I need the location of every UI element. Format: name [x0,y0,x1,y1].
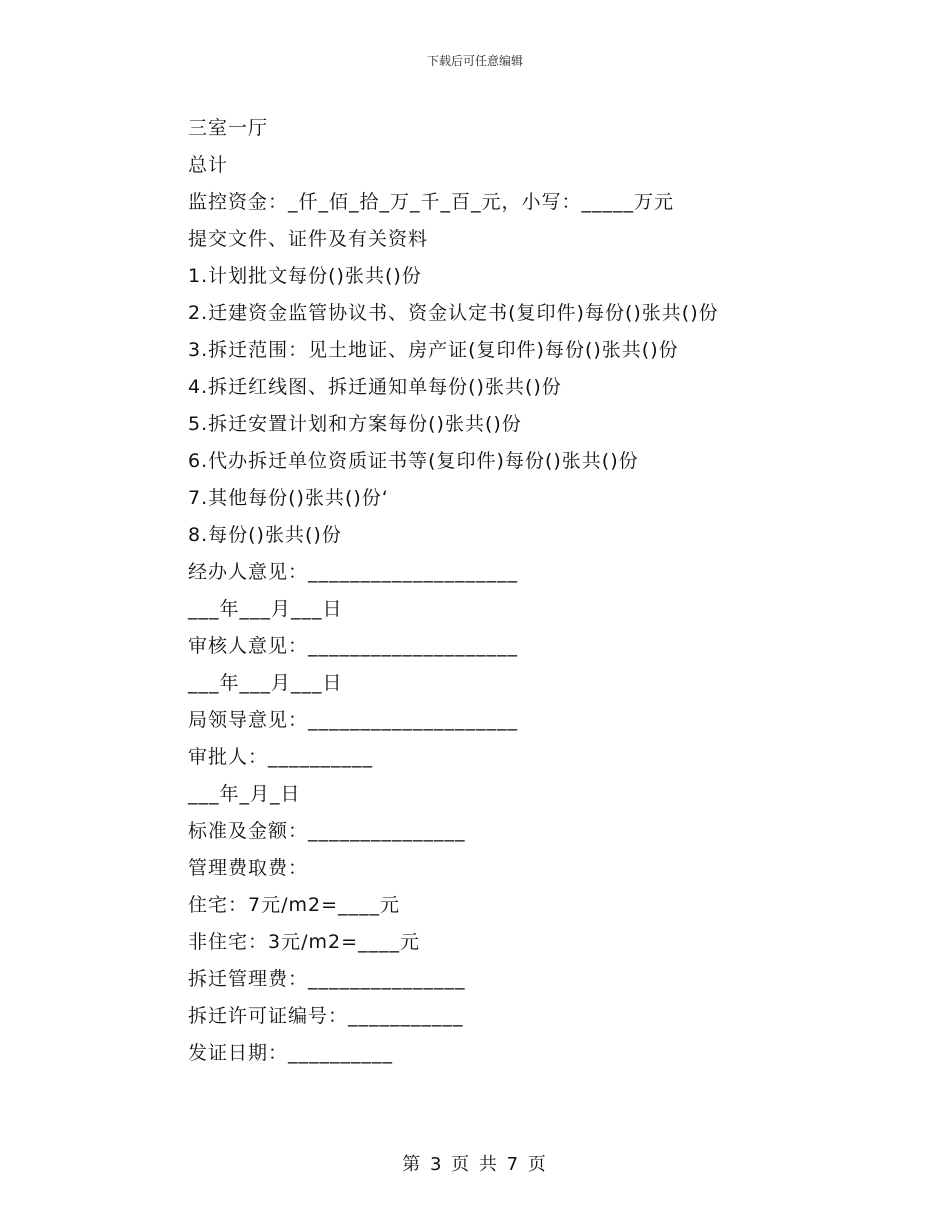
doc-line-room-type: 三室一厅 [188,117,269,139]
doc-line-reviewer-opinion: 审核人意见：____________________ [188,635,519,657]
doc-line-residential-fee: 住宅：7元/m2=____元 [188,894,401,916]
doc-line-permit-number: 拆迁许可证编号：___________ [188,1005,464,1027]
doc-line-approver: 审批人：__________ [188,746,374,768]
doc-line-total: 总计 [188,154,229,176]
doc-line-item-2: 2.迁建资金监管协议书、资金认定书(复印件)每份()张共()份 [188,302,719,324]
doc-line-nonresidential-fee: 非住宅：3元/m2=____元 [188,931,421,953]
doc-line-demolition-management-fee: 拆迁管理费：_______________ [188,968,466,990]
doc-line-standard-amount: 标准及金额：_______________ [188,820,466,842]
doc-line-handler-opinion: 经办人意见：____________________ [188,561,519,583]
doc-line-item-7: 7.其他每份()张共()份‘ [188,487,389,509]
doc-line-management-fee-heading: 管理费取费： [188,857,309,879]
doc-line-item-5: 5.拆迁安置计划和方案每份()张共()份 [188,413,522,435]
doc-line-item-4: 4.拆迁红线图、拆迁通知单每份()张共()份 [188,376,562,398]
doc-line-issue-date: 发证日期：__________ [188,1042,394,1064]
doc-line-item-8: 8.每份()张共()份 [188,524,342,546]
doc-line-documents-heading: 提交文件、证件及有关资料 [188,228,429,250]
doc-line-date-3: ___年_月_日 [188,783,301,805]
doc-line-item-1: 1.计划批文每份()张共()份 [188,265,422,287]
doc-line-date-2: ___年___月___日 [188,672,343,694]
page-header: 下载后可任意编辑 [426,54,523,68]
doc-line-item-3: 3.拆迁范围：见土地证、房产证(复印件)每份()张共()份 [188,339,679,361]
document-body [188,110,828,1072]
doc-line-leader-opinion: 局领导意见：____________________ [188,709,519,731]
doc-line-monitored-funds: 监控资金：_仟_佰_拾_万_千_百_元，小写：_____万元 [188,191,675,213]
doc-line-item-6: 6.代办拆迁单位资质证书等(复印件)每份()张共()份 [188,450,639,472]
doc-line-date-1: ___年___月___日 [188,598,343,620]
page-footer: 第 3 页 共 7 页 [402,1154,548,1175]
